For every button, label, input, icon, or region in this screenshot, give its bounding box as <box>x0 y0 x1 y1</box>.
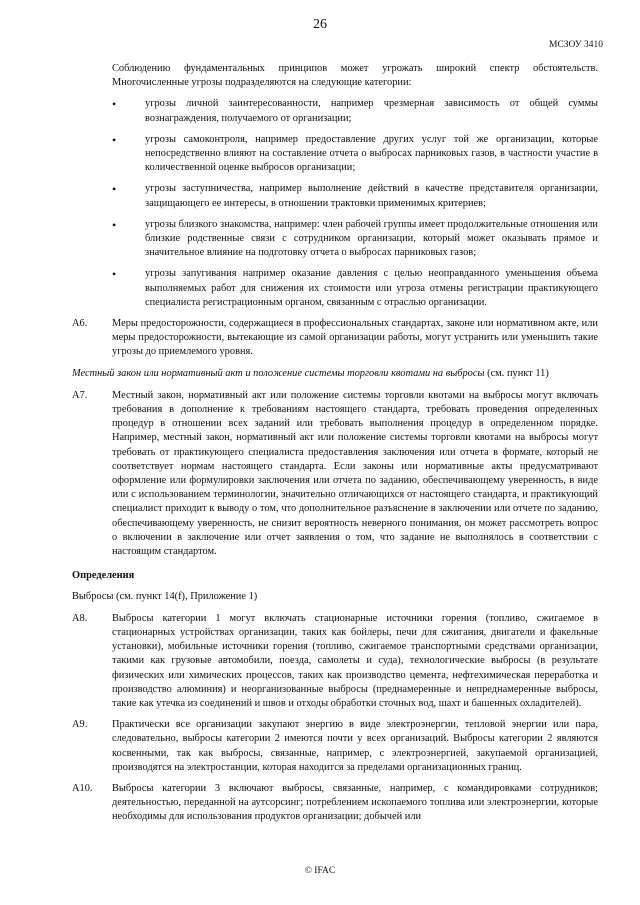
paragraph-number: A8. <box>72 612 88 624</box>
list-item: • угрозы самоконтроля, например предоставление других услуг той же организации, которые непосредственно влияют на составление отчета о выбросах парниковых газов, в частности участие в количественной оценке выбросов организации; <box>112 132 598 174</box>
paragraph-text: Выбросы категории 1 могут включать стационарные источники горения (топливо, сжигаемое в стационарных устройствах организации, таких как бойлеры, печи для сжигания, двигатели и факельные установки), мобильные источники горения (топливо, сжигаемое транспортными средствами организации, такими как грузовые автомобили, поезда, самолеты и суда), технологические выбросы (в результате физических или химических процессов, таких как производство цемента, нефтехимическая переработка и производство алюминия) и неорганизованные выбросы (преднамеренные и непреднамеренные выбросы, такие как утечка из соединений и швов и отходы обработки сточных вод, шахт и башенных охладителей). <box>112 612 598 709</box>
paragraph-number: A9. <box>72 719 88 731</box>
list-item: • угрозы запугивания например оказание давления с целью неоправданного уменьшения объема выполняемых работ для снижения их стоимости или угроза отмены регистрации практикующего специалиста регистрационным органом, связанным с отраслью организации. <box>112 267 598 308</box>
list-item: • угрозы близкого знакомства, например: член рабочей группы имеет продолжительные отношения или близкие родственные связи с сотрудником организации, который может оказывать прямое и значительное влияние на подготовку отчета о выбросах парниковых газов; <box>112 217 598 259</box>
paragraph-a9 <box>72 718 598 775</box>
paragraph-text: Выбросы категории 3 включают выбросы, связанные, например, с командировками сотрудников; деятельностью, переданной на аутсорсинг; потреблением ископаемого топлива или электроэнергии, которые необходимы для использования продуктов организации; добычей или <box>112 782 598 823</box>
bullet-icon: • <box>112 267 117 282</box>
paragraph-text: Местный закон, нормативный акт или положение системы торговли квотами на выбросы могут включать требования в дополнение к требованиям настоящего стандарта, требовать проведения определенных процедур в отношении всех заданий или требовать выполнения процедур в определенном порядке. Например, местный закон, нормативный акт или положение системы торговли квотами на выбросы могут требовать от практикующего специалиста предоставления заключения или отчета в формате, который не соответствует нормам настоящего стандарта. Если законы или нормативные акты предусматривают оформление или формулировки заключения или отчета по заданию, обеспечивающему уверенность, в виде или с использованием терминологии, значительно отличающихся от настоящего стандарта, и практикующий специалист приходит к выводу о том, что дополнительное разъяснение в заключении или отчете по заданию, обеспечивающему уверенность, не снизит вероятность неверного понимания, он может рассмотреть вопрос о включении в заключение или отчет заявления о том, что задание не выполнялось в соответствии с настоящим стандартом. <box>112 389 598 558</box>
paragraph-a10 <box>72 782 598 825</box>
paragraph-text: Практически все организации закупают энергию в виде электроэнергии, тепловой энергии или пара, следовательно, выбросы категории 2 имеются почти у всех организаций. Выбросы категории 2 являются косвенными, так как выбросы, связанные, например, с электроэнергией, закупаемой организацией, производятся на электростанции, которая находится за пределами организационных границ. <box>112 719 598 773</box>
paragraph-a8 <box>72 612 598 711</box>
paragraph-a7 <box>72 389 598 559</box>
paragraph-text: Меры предосторожности, содержащиеся в профессиональных стандартах, законе или нормативном акте, или меры предосторожности, вытекающие из самой организации работы, могут устранить или уменьшить такие угрозы до приемлемого уровня. <box>112 318 598 358</box>
list-item: • угрозы личной заинтересованности, например чрезмерная зависимость от общей суммы вознаграждения, получаемого от организации; <box>112 97 598 124</box>
paragraph-number: A7. <box>72 389 88 401</box>
intro-paragraph: Соблюдению фундаментальных принципов может угрожать широкий спектр обстоятельств. Многочисленные угрозы подразделяются на следующие категории: <box>112 63 598 89</box>
page-number: 26 <box>313 17 327 32</box>
footer-copyright: © IFAC <box>304 866 336 876</box>
bullet-icon: • <box>112 217 117 232</box>
paragraph-number: A10. <box>72 782 93 794</box>
paragraph-a6 <box>72 317 598 360</box>
bullet-icon: • <box>112 132 117 147</box>
paragraph-number: A6. <box>72 318 88 330</box>
document-body <box>72 62 598 832</box>
local-law-heading: Местный закон или нормативный акт и положение системы торговли квотами на выбросы (см. пункт 11) <box>72 367 549 379</box>
threat-list <box>112 97 598 310</box>
bullet-icon: • <box>112 182 117 197</box>
bullet-icon: • <box>112 97 117 112</box>
list-item: • угрозы заступничества, например выполнение действий в качестве представителя организации, защищающего ее интересы, в отношении трактовки применимых критериев; <box>112 182 598 209</box>
emissions-subheading: Выбросы (см. пункт 14(f), Приложение 1) <box>72 590 258 602</box>
definitions-heading: Определения <box>72 570 135 582</box>
document-code: МСЗОУ 3410 <box>549 40 603 50</box>
